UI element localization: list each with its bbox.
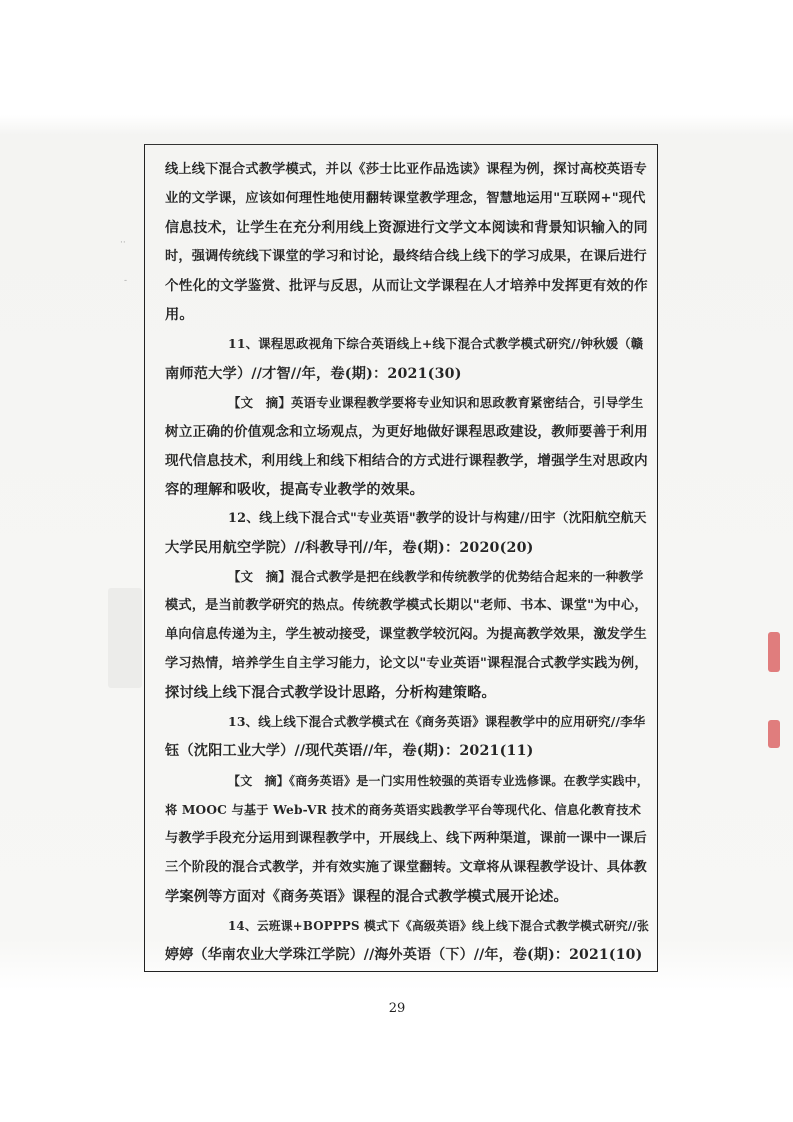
red-stamp-edge [768,720,780,748]
citation-source: 婷婷（华南农业大学珠江学院）//海外英语（下）//年，卷(期)：2021(10) [165,947,643,963]
abstract-line: 模式，是当前教学研究的热点。传统教学模式长期以"老师、书本、课堂"为中心， [165,598,648,613]
abstract-line: 树立正确的价值观念和立场观点，为更好地做好课程思政建设，教师要善于利用 [165,424,648,440]
abstract-line: 学案例等方面对《商务英语》课程的混合式教学模式展开论述。 [165,889,568,905]
scan-speck: ·· [120,238,126,248]
text-line: 线上线下混合式教学模式，并以《莎士比亚作品选读》课程为例，探讨高校英语专 [165,162,647,177]
abstract-line: 三个阶段的混合式教学，并有效实施了课堂翻转。文章将从课程教学设计、具体教 [165,860,647,875]
citation-title: 13、线上线下混合式教学模式在《商务英语》课程教学中的应用研究//李华 [228,714,646,729]
citation-title: 12、线上线下混合式"专业英语"教学的设计与构建//田宇（沈阳航空航天 [228,511,647,526]
abstract-line: 【文 摘】混合式教学是把在线教学和传统教学的优势结合起来的一种教学 [228,569,644,584]
abstract-line: 容的理解和吸收，提高专业教学的效果。 [165,482,424,498]
abstract-line: 【文 摘】《商务英语》是一门实用性较强的英语专业选修课。在教学实践中， [228,774,650,788]
citation-source: 钰（沈阳工业大学）//现代英语//年，卷(期)：2021(11) [165,743,534,759]
red-stamp-edge [768,632,780,672]
citation-source: 南师范大学）//才智//年，卷(期)：2021(30) [165,366,462,382]
citation-source: 大学民用航空学院）//科教导刊//年，卷(期)：2020(20) [165,540,534,556]
text-line: 业的文学课，应该如何理性地使用翻转课堂教学理念，智慧地运用"互联网+"现代 [165,191,646,206]
text-line: 信息技术，让学生在充分利用线上资源进行文学文本阅读和背景知识输入的同 [165,220,648,236]
citation-title: 14、云班课+BOPPPS 模式下《高级英语》线上线下混合式教学模式研究//张 [228,919,649,933]
abstract-line: 与教学手段充分运用到课程教学中，开展线上、线下两种渠道，课前一课中一课后 [165,831,647,846]
text-line: 个性化的文学鉴赏、批评与反思，从而让文学课程在人才培养中发挥更有效的作 [165,278,648,294]
abstract-line: 单向信息传递为主，学生被动接受，课堂教学较沉闷。为提高教学效果，激发学生 [165,627,647,642]
page-number: 29 [388,1001,406,1016]
scan-speck: - [124,276,128,286]
citation-title: 11、课程思政视角下综合英语线上+线下混合式教学模式研究//钟秋媛（赣 [228,336,644,351]
text-line: 时，强调传统线下课堂的学习和讨论，最终结合线上线下的学习成果，在课后进行 [165,249,647,264]
abstract-line: 探讨线上线下混合式教学设计思路，分析构建策略。 [165,685,496,701]
abstract-line: 【文 摘】英语专业课程教学要将专业知识和思政教育紧密结合，引导学生 [228,395,644,410]
abstract-line: 现代信息技术，利用线上和线下相结合的方式进行课程教学，增强学生对思政内 [165,453,648,469]
scan-shadow [108,588,142,688]
abstract-line: 将 MOOC 与基于 Web-VR 技术的商务英语实践教学平台等现代化、信息化教育技术 [165,803,642,817]
abstract-line: 学习热情，培养学生自主学习能力，论文以"专业英语"课程混合式教学实践为例， [165,656,648,671]
text-line: 用。 [165,307,194,323]
